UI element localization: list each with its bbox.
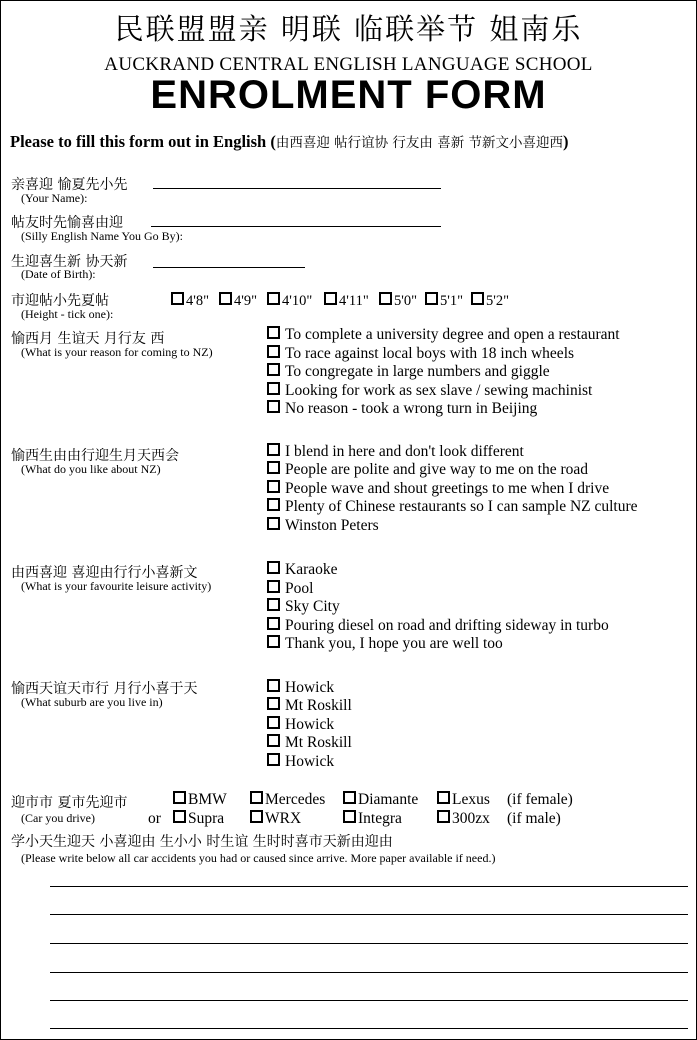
instruction-line xyxy=(10,131,569,152)
accidents-label-cn: 学小天生迎天 小喜迎由 生小小 时生谊 生时时喜市天新由迎由 xyxy=(11,834,393,850)
checkbox[interactable] xyxy=(324,292,337,305)
english-name-label-cn: 帖友时先愉喜由迎 xyxy=(11,215,123,231)
suburb-option[interactable]: Mt Roskill xyxy=(267,697,352,715)
accident-write-line[interactable] xyxy=(50,943,688,944)
reason-option[interactable]: No reason - took a wrong turn in Beijing xyxy=(267,400,537,418)
checkbox[interactable] xyxy=(267,443,280,456)
checkbox[interactable] xyxy=(437,810,450,823)
car-label-en: (Car you drive) xyxy=(21,811,95,825)
checkbox[interactable] xyxy=(267,598,280,611)
checkbox[interactable] xyxy=(267,382,280,395)
accident-write-line[interactable] xyxy=(50,1028,688,1029)
checkbox[interactable] xyxy=(173,810,186,823)
height-option[interactable]: 4'11" xyxy=(324,292,369,310)
leisure-option[interactable]: Thank you, I hope you are well too xyxy=(267,635,503,653)
likes-label-cn: 愉西生由由行迎生月天西会 xyxy=(11,448,179,464)
chinese-title: 民联盟盟亲 明联 临联举节 姐南乐 xyxy=(114,12,583,46)
car-option[interactable]: Lexus xyxy=(437,791,490,809)
instruction-text: Please to fill this form out in English ( xyxy=(10,132,276,151)
leisure-label-cn: 由西喜迎 喜迎由行行小喜新文 xyxy=(11,565,198,581)
checkbox[interactable] xyxy=(267,697,280,710)
leisure-option[interactable]: Karaoke xyxy=(267,561,338,579)
car-option[interactable]: Mercedes xyxy=(250,791,325,809)
checkbox[interactable] xyxy=(219,292,232,305)
checkbox[interactable] xyxy=(267,517,280,530)
height-option[interactable]: 4'9" xyxy=(219,292,257,310)
name-label-en: (Your Name): xyxy=(21,191,88,205)
checkbox[interactable] xyxy=(173,791,186,804)
dob-label-cn: 生迎喜生新 协天新 xyxy=(11,254,128,270)
height-option[interactable]: 4'8" xyxy=(171,292,209,310)
checkbox[interactable] xyxy=(425,292,438,305)
car-option[interactable]: Diamante xyxy=(343,791,418,809)
name-label-cn: 亲喜迎 愉夏先小先 xyxy=(11,177,128,193)
accident-write-line[interactable] xyxy=(50,914,688,915)
reason-option[interactable]: To congregate in large numbers and giggle xyxy=(267,363,550,381)
height-option[interactable]: 5'1" xyxy=(425,292,463,310)
reason-option[interactable]: To complete a university degree and open a restaurant xyxy=(267,326,620,344)
checkbox[interactable] xyxy=(267,561,280,574)
checkbox[interactable] xyxy=(267,345,280,358)
checkbox[interactable] xyxy=(267,363,280,376)
likes-option[interactable]: Winston Peters xyxy=(267,517,379,535)
car-option[interactable]: Supra xyxy=(173,810,224,828)
leisure-option[interactable]: Sky City xyxy=(267,598,340,616)
car-option[interactable]: WRX xyxy=(250,810,301,828)
checkbox[interactable] xyxy=(267,635,280,648)
checkbox[interactable] xyxy=(379,292,392,305)
car-female-note: (if female) xyxy=(507,791,573,808)
checkbox[interactable] xyxy=(267,734,280,747)
reason-option[interactable]: To race against local boys with 18 inch wheels xyxy=(267,345,574,363)
checkbox[interactable] xyxy=(267,498,280,511)
checkbox[interactable] xyxy=(267,716,280,729)
car-option[interactable]: Integra xyxy=(343,810,402,828)
dob-label-en: (Date of Birth): xyxy=(21,267,96,281)
suburb-label-cn: 愉西天谊天市行 月行小喜于天 xyxy=(11,681,198,697)
likes-option[interactable]: Plenty of Chinese restaurants so I can sample NZ culture xyxy=(267,498,638,516)
checkbox[interactable] xyxy=(343,810,356,823)
checkbox[interactable] xyxy=(267,292,280,305)
instruction-chinese: 由西喜迎 帖行谊协 行友由 喜新 节新文小喜迎西 xyxy=(275,135,564,151)
leisure-label-en: (What is your favourite leisure activity) xyxy=(21,579,212,593)
reason-label-cn: 愉西月 生谊天 月行友 西 xyxy=(11,331,165,347)
english-name-input-line[interactable] xyxy=(151,226,441,227)
likes-option[interactable]: People wave and shout greetings to me when I drive xyxy=(267,480,609,498)
likes-label-en: (What do you like about NZ) xyxy=(21,462,161,476)
checkbox[interactable] xyxy=(250,810,263,823)
checkbox[interactable] xyxy=(267,580,280,593)
height-label-en: (Height - tick one): xyxy=(21,307,114,321)
suburb-label-en: (What suburb are you live in) xyxy=(21,695,163,709)
car-label-cn: 迎市市 夏市先迎市 xyxy=(11,795,128,811)
dob-input-line[interactable] xyxy=(153,267,305,268)
checkbox[interactable] xyxy=(267,679,280,692)
checkbox[interactable] xyxy=(471,292,484,305)
height-label-cn: 市迎帖小先夏帖 xyxy=(11,293,109,309)
reason-option[interactable]: Looking for work as sex slave / sewing machinist xyxy=(267,382,592,400)
car-male-note: (if male) xyxy=(507,810,561,827)
height-option[interactable]: 5'0" xyxy=(379,292,417,310)
name-input-line[interactable] xyxy=(153,188,441,189)
reason-label-en: (What is your reason for coming to NZ) xyxy=(21,345,213,359)
checkbox[interactable] xyxy=(267,326,280,339)
car-option[interactable]: 300zx xyxy=(437,810,490,828)
suburb-option[interactable]: Mt Roskill xyxy=(267,734,352,752)
checkbox[interactable] xyxy=(267,480,280,493)
suburb-option[interactable]: Howick xyxy=(267,753,334,771)
car-or-text: or xyxy=(148,810,161,827)
suburb-option[interactable]: Howick xyxy=(267,679,334,697)
leisure-option[interactable]: Pouring diesel on road and drifting sideway in turbo xyxy=(267,617,609,635)
accident-write-line[interactable] xyxy=(50,1000,688,1001)
height-option[interactable]: 5'2" xyxy=(471,292,509,310)
leisure-option[interactable]: Pool xyxy=(267,580,313,598)
checkbox[interactable] xyxy=(267,400,280,413)
english-name-label-en: (Silly English Name You Go By): xyxy=(21,229,184,243)
accidents-label-en: (Please write below all car accidents you had or caused since arrive. More paper available if need.) xyxy=(21,851,496,865)
checkbox[interactable] xyxy=(250,791,263,804)
checkbox[interactable] xyxy=(267,617,280,630)
accident-write-line[interactable] xyxy=(50,972,688,973)
checkbox[interactable] xyxy=(437,791,450,804)
instruction-close: ) xyxy=(563,132,569,151)
likes-option[interactable]: People are polite and give way to me on the road xyxy=(267,461,588,479)
accident-write-line[interactable] xyxy=(50,886,688,887)
checkbox[interactable] xyxy=(267,461,280,474)
checkbox[interactable] xyxy=(267,753,280,766)
car-option[interactable]: BMW xyxy=(173,791,227,809)
form-title: ENROLMENT FORM xyxy=(150,73,547,117)
checkbox[interactable] xyxy=(343,791,356,804)
likes-option[interactable]: I blend in here and don't look different xyxy=(267,443,524,461)
height-option[interactable]: 4'10" xyxy=(267,292,312,310)
checkbox[interactable] xyxy=(171,292,184,305)
school-name: AUCKRAND CENTRAL ENGLISH LANGUAGE SCHOOL xyxy=(104,54,593,75)
suburb-option[interactable]: Howick xyxy=(267,716,334,734)
